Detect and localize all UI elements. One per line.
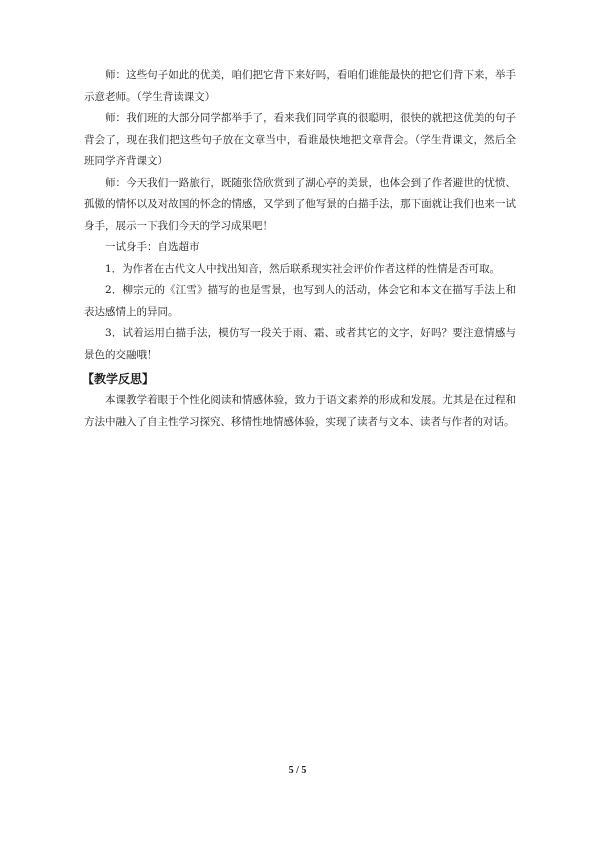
page-number: 5 / 5 (288, 765, 307, 776)
exercise-item-3: 3．试着运用白描手法，模仿写一段关于雨、霜、或者其它的文字，好吗？要注意情感与景色的交融哦！ (84, 327, 516, 361)
paragraph-teacher-summary: 师：今天我们一路旅行，既随张岱欣赏到了湖心亭的美景，也体会到了作者避世的忧愤、孤傲的情怀以及对故国的怀念的情感，又学到了他写景的白描手法，那下面就让我们也来一试身手，展示一下我们今天的学习成果吧！ (84, 176, 516, 232)
paragraph-teacher-recite: 师：这些句子如此的优美，咱们把它背下来好吗，看咱们谁能最快的把它们背下来，举手示意老师。（学生背读课文） (84, 69, 516, 103)
exercise-title: 一试身手：自选超市 (105, 241, 200, 253)
reflection-text: 本课教学着眼于个性化阅读和情感体验，致力于语文素养的形成和发展。尤其是在过程和方法中融入了自主性学习探究、移情性地情感体验，实现了读者与文本、读者与作者的对话。 (84, 394, 516, 428)
exercise-item-2: 2．柳宗元的《江雪》描写的也是雪景，也写到人的活动，体会它和本文在描写手法上和表达感情上的异同。 (84, 284, 516, 318)
paragraph-teacher-placement: 师：我们班的大部分同学都举手了，看来我们同学真的很聪明，很快的就把这优美的句子背会了，现在我们把这些句子放在文章当中，看谁最快地把文章背会。（学生背课文，然后全班同学齐背课文） (84, 112, 516, 167)
document-body (84, 65, 516, 433)
exercise-item-1: 1．为作者在古代文人中找出知音，然后联系现实社会评价作者这样的性情是否可取。 (105, 262, 501, 275)
reflection-heading: 【教学反思】 (82, 372, 155, 386)
